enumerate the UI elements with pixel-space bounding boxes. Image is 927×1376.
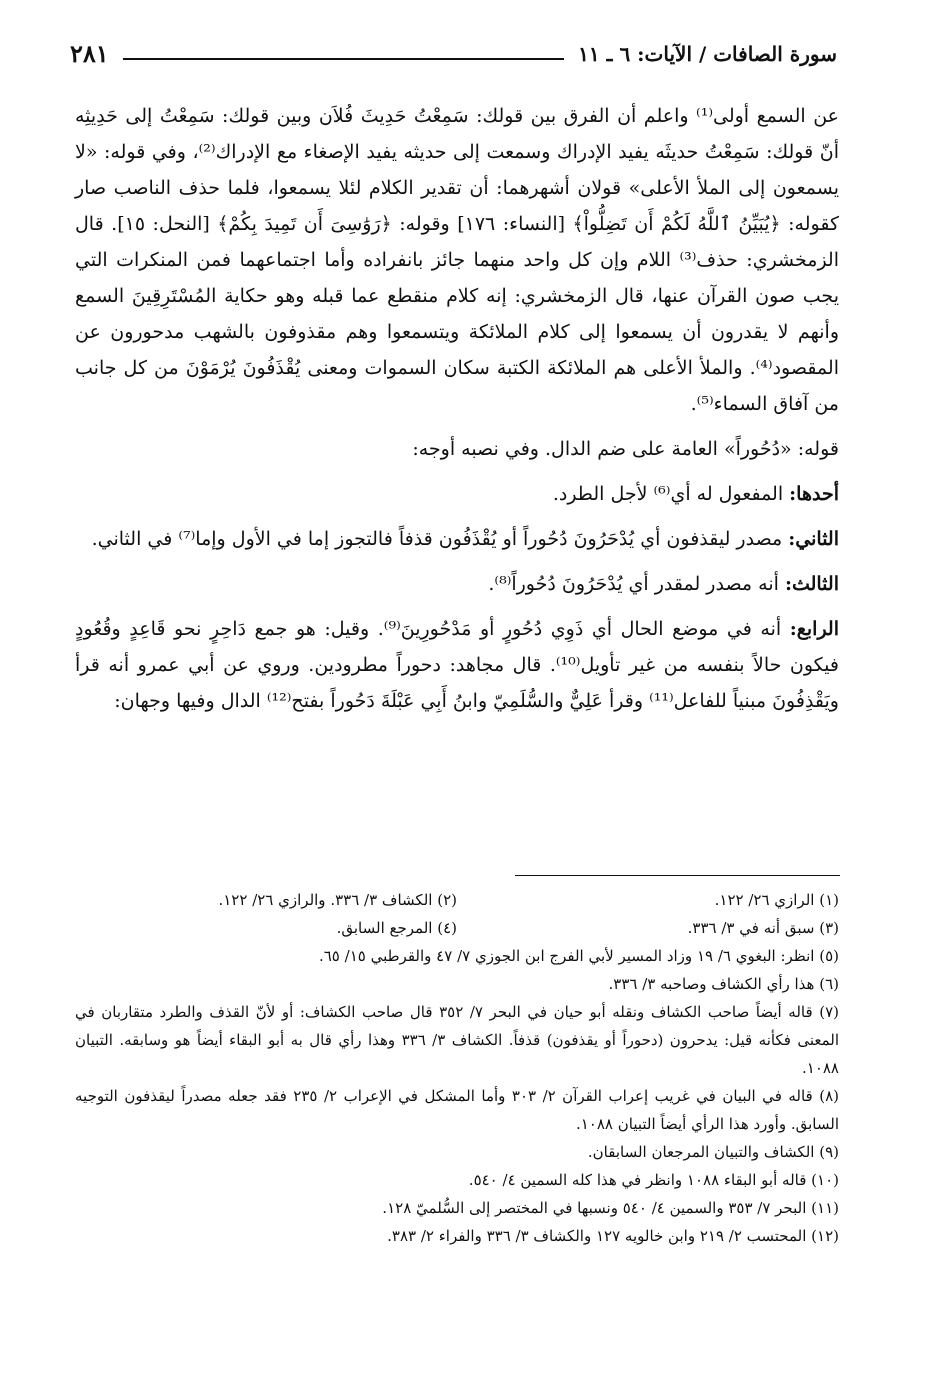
paragraph-intro: عن السمع أولى⁽¹⁾ واعلم أن الفرق بين قولك: سَمِعْتُ حَدِيثَ فُلاَن وبين قولك: سَمِعْتُ إلى حَدِيثِه أنّ قولك: سَمِعْتُ حديثَه يفيد الإدراك وسمعت إلى حديثه يفيد الإصغاء مع الإدراك⁽²⁾، وفي قوله: «لا يسمعون إلى الملأ الأعلى» قولان أشهرهما: أن تقدير الكلام لئلا يسمعوا، فلما حذف الناصب صار كقوله: ﴿يُبَيِّنُ ٱللَّهُ لَكُمْ أَن تَضِلُّواْ﴾ [النساء: ١٧٦] وقوله: ﴿رَوَٰسِىَ أَن تَمِيدَ بِكُمْ﴾ [النحل: ١٥]. قال الزمخشري: حذف⁽³⁾ اللام وإن كل واحد منهما جائز بانفراده وأما اجتماعهما فمن المنكرات التي يجب صون القرآن عنها، قال الزمخشري: إنه كلام منقطع عما قبله وهو حكاية المُسْتَرِقِينَ السمع وأنهم لا يقدرون أن يسمعوا إلى كلام الملائكة ويتسمعوا وهم مقذوفون بالشهب مدحورون عن المقصود⁽⁴⁾. والملأ الأعلى هم الملائكة الكتبة سكان السموات ومعنى يُقْذَفُونَ يُرْمَوْنَ من كل جانب من آفاق السماء⁽⁵⁾.: [75, 105, 840, 415]
footnote-row: [75, 886, 839, 914]
paragraph-fourth-view: [75, 611, 839, 719]
running-title: سورة الصافات / الآيات: ٦ ـ ١١: [578, 42, 837, 66]
footnotes: [75, 886, 839, 1250]
paragraph-duhuran: قوله: «دُحُوراً» العامة على ضم الدال. وفي نصبه أوجه:: [412, 438, 839, 460]
first-view-label: أحدها:: [789, 483, 839, 505]
footnote-1: (١) الرازي ٢٦/ ١٢٢.: [714, 891, 839, 909]
third-view-label: الثالث:: [784, 573, 839, 595]
footnote-2: (٢) الكشاف ٣/ ٣٣٦. والرازي ٢٦/ ١٢٢.: [218, 891, 457, 909]
fourth-view-text: أنه في موضع الحال أي ذَوِي دُحُورٍ أو مَدْحُورِينَ⁽⁹⁾. وقيل: هو جمع دَاحِرٍ نحو قَاعِدٍ وقُعُودٍ فيكون حالاً بنفسه من غير تأويل⁽¹⁰⁾. قال مجاهد: دحوراً مطرودين. وروي عن أبي عمرو أنه قرأ ويَقْذِفُونَ مبنياً للفاعل⁽¹¹⁾ وقرأ عَلِيٌّ والسُّلَمِيّ وابنُ أَبِي عَبْلَةَ دَحُوراً بفتح⁽¹²⁾ الدال وفيها وجهان:: [75, 618, 839, 712]
third-view-text: أنه مصدر لمقدر أي يُدْحَرُونَ دُحُوراً⁽⁸⁾.: [488, 573, 785, 595]
footnote-7: (٧) قاله أيضاً صاحب الكشاف ونقله أبو حيان في البحر ٧/ ٣٥٢ قال صاحب الكشاف: أو لأنّ القذف والطرد متقاربان في المعنى فكأنه قيل: يدحرون (دحوراً أو يقذفون) قذفاً. الكشاف ٣/ ٣٣٦ وهذا رأي قال به أبو البقاء أيضاً هو وسابقه. التبيان ١٠٨٨.: [75, 1003, 840, 1077]
footnote-4: (٤) المرجع السابق.: [336, 919, 457, 937]
footnote-row: [75, 914, 839, 942]
first-view-text: المفعول له أي⁽⁶⁾ لأجل الطرد.: [552, 483, 790, 505]
footnote-9: (٩) الكشاف والتبيان المرجعان السابقان.: [587, 1143, 839, 1161]
page-number: ٢٨١: [70, 39, 109, 68]
paragraph-third-view: [75, 566, 839, 602]
second-view-label: الثاني:: [788, 528, 839, 550]
footnote-11: (١١) البحر ٧/ ٣٥٣ والسمين ٤/ ٥٤٠ ونسبها في المختصر إلى السُّلميّ ١٢٨.: [382, 1199, 839, 1217]
paragraph-second-view: [75, 521, 839, 557]
paragraph-first-view: [75, 476, 839, 512]
fourth-view-label: الرابع:: [789, 618, 839, 640]
footnote-3: (٣) سبق أنه في ٣/ ٣٣٦.: [687, 919, 839, 937]
footnote-12: (١٢) المحتسب ٢/ ٢١٩ وابن خالويه ١٢٧ والكشاف ٣/ ٣٣٦ والفراء ٢/ ٣٨٣.: [387, 1227, 839, 1245]
footnote-10: (١٠) قاله أبو البقاء ١٠٨٨ وانظر في هذا كله السمين ٤/ ٥٤٠.: [468, 1171, 839, 1189]
page-header: [70, 30, 837, 70]
footnote-5: (٥) انظر: البغوي ٦/ ١٩ وزاد المسير لأبي الفرج ابن الجوزي ٧/ ٤٧ والقرطبي ١٥/ ٦٥.: [318, 947, 839, 965]
footnote-8: (٨) قاله في البيان في غريب إعراب القرآن ٢/ ٣٠٣ وأما المشكل في الإعراب ٢/ ٢٣٥ فقد جعله مصدراً ليقذفون التوجيه السابق. وأورد هذا الرأي أيضاً التبيان ١٠٨٨.: [75, 1087, 839, 1133]
second-view-text: مصدر ليقذفون أي يُدْحَرُونَ دُحُوراً أو يُقْذَفُون قذفاً فالتجوز إما في الأول وإما⁽⁷⁾ في الثاني.: [91, 528, 789, 550]
header-rule: [123, 58, 565, 60]
footnote-separator: [515, 875, 840, 876]
footnote-6: (٦) هذا رأي الكشاف وصاحبه ٣/ ٣٣٦.: [608, 975, 839, 993]
main-text: [75, 98, 839, 719]
